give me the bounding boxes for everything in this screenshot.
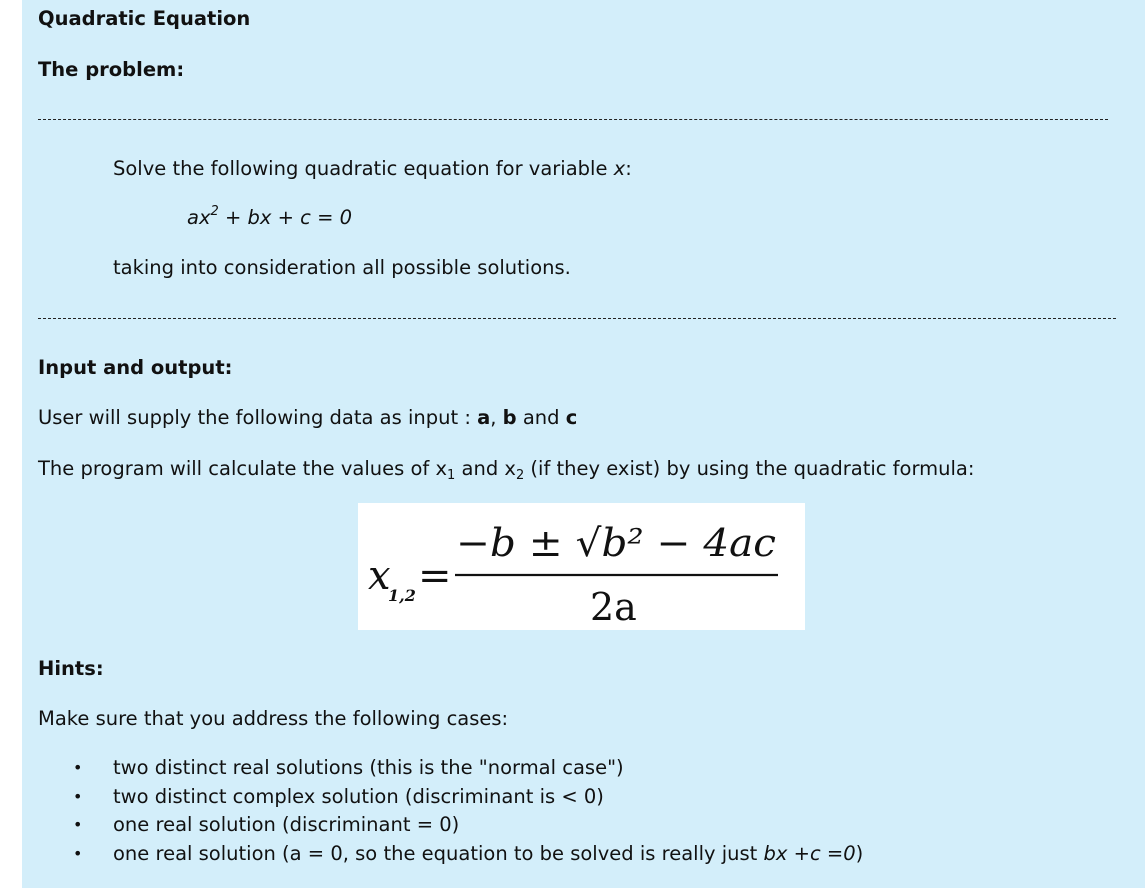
problem-heading: The problem: <box>38 58 185 81</box>
input-b: b <box>502 406 517 429</box>
formula-denominator: 2a <box>590 585 637 629</box>
output-description: The program will calculate the values of $x_1$ and $x_2$ (if they exist) by using the quadratic formula: <box>38 457 975 483</box>
hint-item: • two distinct real solutions (this is the "normal case") <box>38 754 863 783</box>
hints-list <box>38 754 863 869</box>
hints-heading: Hints: <box>38 657 104 680</box>
hint-item: • one real solution (discriminant = 0) <box>38 811 863 840</box>
bullet: • <box>73 815 83 835</box>
hint-item: • one real solution (a = 0, so the equation to be solved is really just bx +c =0) <box>38 840 863 869</box>
bullet: • <box>73 758 83 777</box>
formula-lhs-subscript: 1,2 <box>388 586 416 605</box>
hint-item: • two distinct complex solution (discriminant is < 0) <box>38 783 863 812</box>
bullet: • <box>73 844 83 864</box>
page-title: Quadratic Equation <box>38 7 251 30</box>
problem-panel <box>22 0 1145 888</box>
input-description: User will supply the following data as input : a, b and c <box>38 406 578 429</box>
input-c: c <box>565 406 578 429</box>
variable-x: x <box>613 157 626 180</box>
divider-top <box>38 119 1108 120</box>
problem-closing: taking into consideration all possible solutions. <box>113 256 571 279</box>
divider-bottom <box>38 318 1116 319</box>
hints-intro: Make sure that you address the following cases: <box>38 707 509 730</box>
io-heading: Input and output: <box>38 356 233 379</box>
quadratic-formula-image <box>358 503 805 630</box>
quadratic-equation: $ax^2$ + bx + c = 0 <box>187 204 353 229</box>
formula-numerator: −b ± √b² − 4ac <box>456 521 776 565</box>
input-a: a <box>477 406 491 429</box>
bullet: • <box>73 786 83 806</box>
formula-equals: = <box>418 553 452 599</box>
formula-lhs: x <box>368 553 391 599</box>
problem-statement: Solve the following quadratic equation for variable x: <box>113 157 632 180</box>
